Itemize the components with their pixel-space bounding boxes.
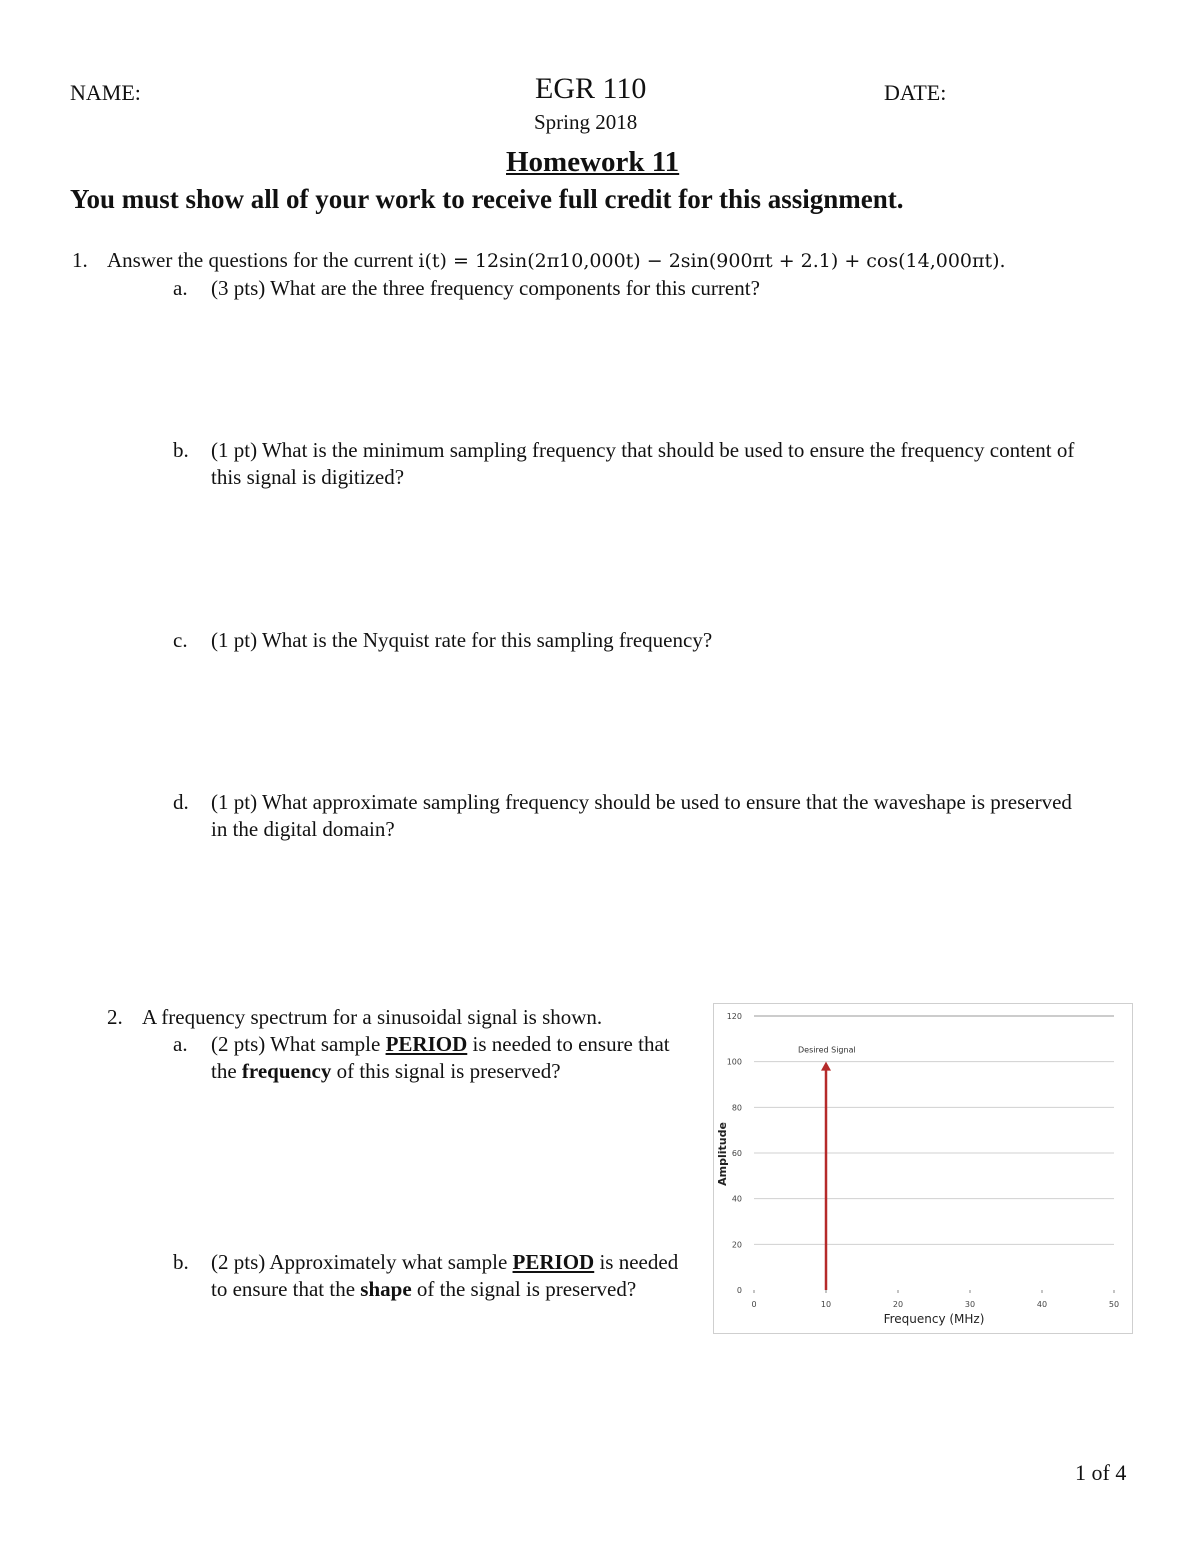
date-label: DATE: (884, 80, 947, 105)
q2b-pre: (2 pts) Approximately what sample (211, 1250, 513, 1274)
x-tick-label: 40 (1036, 1300, 1048, 1309)
homework-title: Homework 11 (506, 146, 680, 178)
q2-prompt: A frequency spectrum for a sinusoidal signal is shown. (142, 1005, 603, 1029)
q1-part-a (173, 275, 1113, 305)
q2a-keyword-period: PERIOD (385, 1032, 468, 1056)
y-tick-label: 120 (726, 1012, 742, 1021)
q2a-keyword-frequency: frequency (241, 1059, 332, 1083)
x-tick-label: 20 (892, 1300, 904, 1309)
semester: Spring 2018 (534, 110, 638, 134)
page-number: 1 of 4 (1075, 1460, 1127, 1485)
q2a-label: a. (173, 1032, 188, 1056)
q2b-mid: is needed to ensure that the (211, 1250, 679, 1301)
q2a-mid: is needed to ensure that the (211, 1032, 670, 1083)
x-tick-label: 50 (1108, 1300, 1120, 1309)
q2a-post: of this signal is preserved? (331, 1059, 561, 1083)
y-tick-label: 40 (731, 1194, 742, 1204)
x-tick-label: 10 (820, 1300, 832, 1309)
chart-marks (798, 1046, 856, 1290)
y-tick-label: 100 (726, 1057, 742, 1067)
q2-number: 2. (107, 1005, 123, 1029)
chart-y-ticks (727, 1012, 742, 1295)
q1-part-c (173, 627, 1113, 657)
instructions: You must show all of your work to receive full credit for this assignment. (70, 184, 904, 214)
q1d-text: (1 pt) What approximate sampling frequency should be used to ensure that the waveshape is preserved in the digital domain? (211, 790, 1072, 841)
y-tick-label: 20 (731, 1240, 742, 1250)
q1-part-b (173, 437, 1113, 497)
q1-prompt (107, 248, 1006, 273)
q2-part-b (173, 1249, 693, 1334)
q1c-text: (1 pt) What is the Nyquist rate for this sampling frequency? (211, 628, 713, 652)
course-title: EGR 110 (535, 72, 647, 105)
q2-part-a (173, 1031, 693, 1091)
q1d-label: d. (173, 790, 189, 814)
q1-prompt-text: Answer the questions for the current (107, 248, 414, 272)
q2a-pre: (2 pts) What sample (211, 1032, 386, 1056)
q1-equation: i(t) = 12sin(2π10,000t) − 2sin(900πt + 2.1) + cos(14,000πt). (418, 250, 1006, 272)
q2b-text (211, 1249, 681, 1303)
y-tick-label: 0 (736, 1286, 742, 1295)
y-tick-label: 80 (731, 1103, 742, 1113)
x-tick-label: 30 (964, 1300, 976, 1309)
chart-x-ticks (751, 1290, 1119, 1309)
x-tick-label: 0 (751, 1300, 757, 1309)
name-label: NAME: (70, 80, 141, 105)
q2a-text (211, 1031, 691, 1085)
frequency-spectrum-chart (713, 1003, 1133, 1334)
chart-y-axis-label: Amplitude (716, 1122, 729, 1186)
signal-arrowhead (821, 1062, 831, 1071)
chart-svg (714, 1004, 1132, 1333)
q1a-label: a. (173, 276, 188, 300)
q2b-keyword-period: PERIOD (512, 1250, 595, 1274)
signal-annotation: Desired Signal (798, 1045, 856, 1055)
q1b-text: (1 pt) What is the minimum sampling frequency that should be used to ensure the frequency content of this signal is digitized? (211, 438, 1075, 489)
q2b-keyword-shape: shape (360, 1277, 412, 1301)
q1-number: 1. (72, 248, 88, 272)
q1-part-d (173, 789, 1113, 849)
chart-x-axis-label: Frequency (MHz) (883, 1312, 985, 1326)
q1a-text: (3 pts) What are the three frequency components for this current? (211, 276, 760, 300)
q1b-label: b. (173, 438, 189, 462)
q2b-post: of the signal is preserved? (411, 1277, 637, 1301)
q1c-label: c. (173, 628, 188, 652)
y-tick-label: 60 (731, 1149, 742, 1158)
q2b-label: b. (173, 1250, 189, 1274)
